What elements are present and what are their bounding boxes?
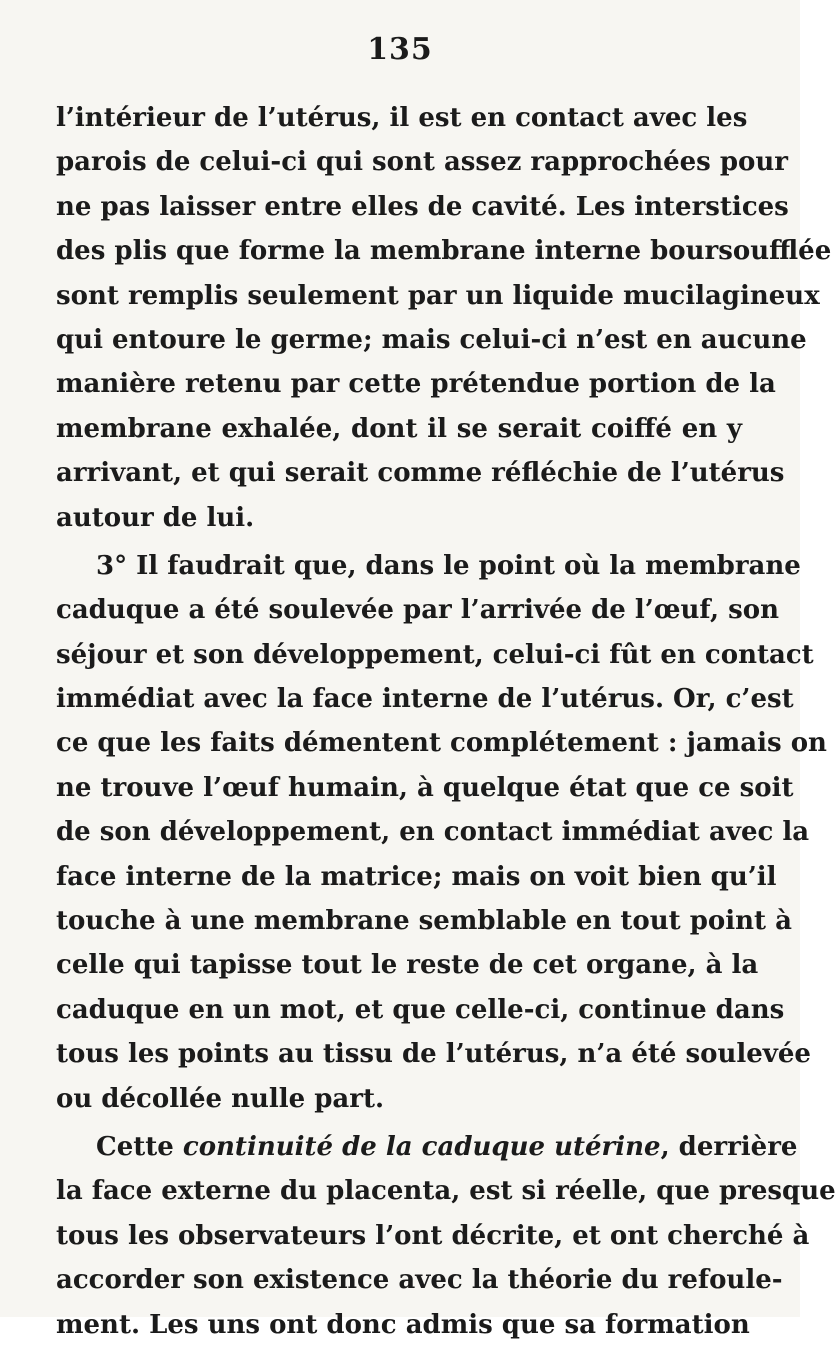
text-line: qui entoure le germe; mais celui-ci n’est en aucune (56, 324, 807, 355)
text-line: ce que les faits démentent complétement : jamais on (56, 728, 827, 759)
text-line: séjour et son développement, celui-ci fût en contact (56, 639, 814, 670)
text-line: des plis que forme la membrane interne boursoufflée (56, 236, 832, 267)
text-line: 3° Il faudrait que, dans le point où la membrane (96, 550, 801, 581)
text-line: ne pas laisser entre elles de cavité. Les interstices (56, 191, 789, 222)
text-segment: , derrière (660, 1131, 798, 1162)
text-line: ou décollée nulle part. (56, 1083, 385, 1114)
page-number: 135 (367, 32, 433, 67)
text-line: arrivant, et qui serait comme réfléchie de l’utérus (56, 458, 785, 489)
text-line: caduque en un mot, et que celle-ci, continue dans (56, 994, 785, 1025)
text-line: caduque a été soulevée par l’arrivée de l’œuf, son (56, 595, 780, 626)
text-line-with-italic (56, 1125, 798, 1169)
text-segment: Cette (96, 1131, 174, 1162)
text-line: tous les observateurs l’ont décrite, et ont cherché à (56, 1220, 810, 1251)
text-line: autour de lui. (56, 502, 255, 533)
text-line: ment. Les uns ont donc admis que sa formation (56, 1309, 750, 1340)
text-line: membrane exhalée, dont il se serait coiffé en y (56, 413, 742, 444)
italic-phrase: continuité de la caduque utérine (182, 1131, 661, 1162)
text-line: face interne de la matrice; mais on voit bien qu’il (56, 861, 777, 892)
text-line: la face externe du placenta, est si réelle, que presque (56, 1176, 836, 1207)
text-line: de son développement, en contact immédiat avec la (56, 817, 810, 848)
text-line: sont remplis seulement par un liquide mucilagineux (56, 280, 820, 311)
text-line: ne trouve l’œuf humain, à quelque état que ce soit (56, 772, 794, 803)
text-line: manière retenu par cette prétendue portion de la (56, 369, 776, 400)
text-line: touche à une membrane semblable en tout point à (56, 906, 792, 937)
text-line: parois de celui-ci qui sont assez rapprochées pour (56, 147, 788, 178)
body-text (56, 96, 836, 1347)
text-line: tous les points au tissu de l’utérus, n’a été soulevée (56, 1039, 811, 1070)
text-line: accorder son existence avec la théorie du refoule- (56, 1265, 783, 1296)
text-line: l’intérieur de l’utérus, il est en contact avec les (56, 103, 748, 133)
text-line: celle qui tapisse tout le reste de cet organe, à la (56, 950, 759, 981)
text-line: immédiat avec la face interne de l’utérus. Or, c’est (56, 684, 794, 715)
